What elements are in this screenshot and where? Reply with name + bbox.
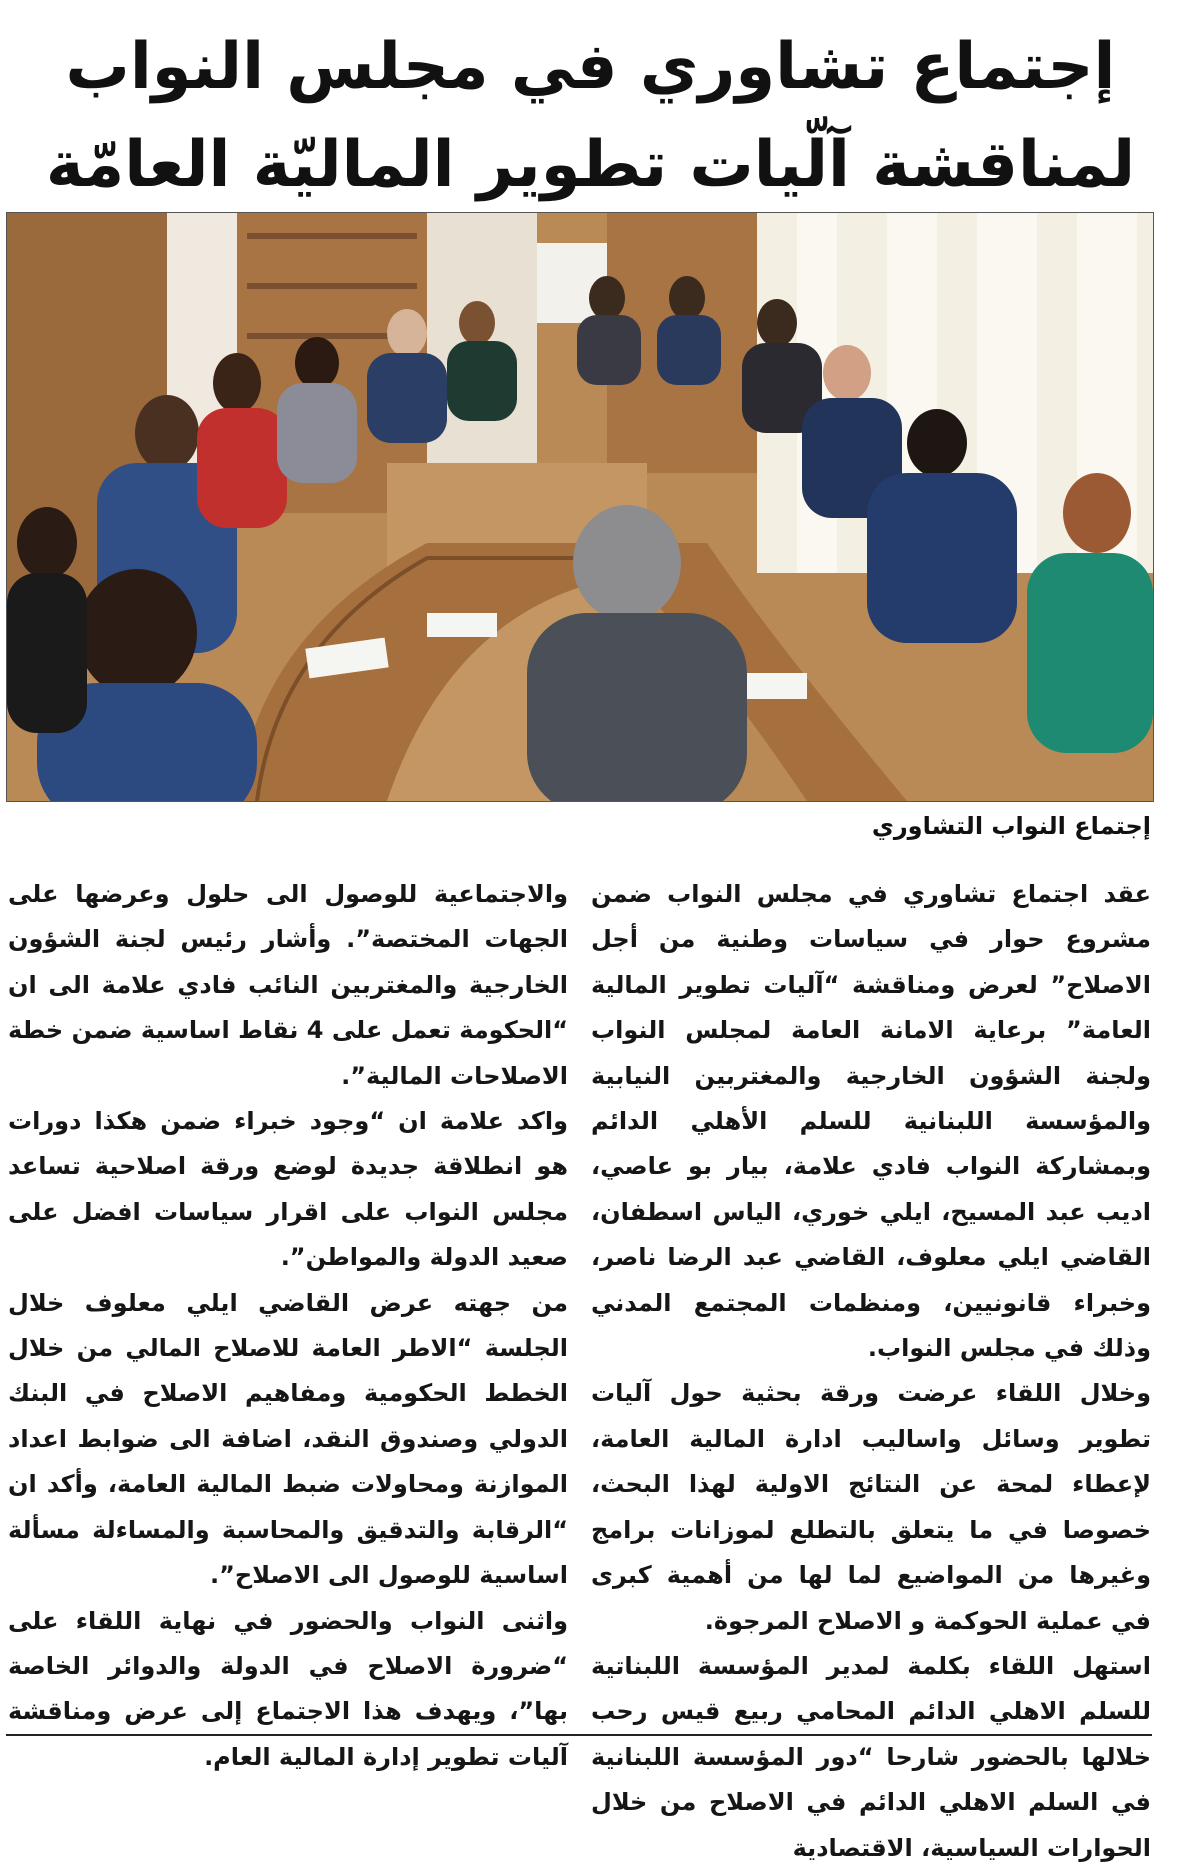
article-paragraph: عقد اجتماع تشاوري في مجلس النواب ضمن مشروع حوار في سياسات وطنية من أجل الاصلاح” لعرض ومناقشة “آليات تطوير المالية العامة” برعاية الامانة العامة لمجلس النواب ولجنة الشؤون الخارجية والمغتربين النيابية والمؤسسة اللبنانية للسلم الأهلي الدائم وبمشاركة النواب فادي علامة، بيار بو عاصي، اديب عبد المسيح، ايلي خوري، الياس اسطفان، القاضي ايلي معلوف، القاضي عبد الرضا ناصر، وخبراء قانونيين، ومنظمات المجتمع المدني وذلك في مجلس النواب. — [591, 880, 1151, 1363]
article-paragraph: واكد علامة ان “وجود خبراء ضمن هكذا دورات هو انطلاقة جديدة لوضع ورقة اصلاحية تساعد مجلس النواب على اقرار سياسات افضل على صعيد الدولة والمواطن”. — [8, 1107, 568, 1272]
meeting-photo-illustration — [7, 213, 1153, 801]
meeting-photo — [6, 212, 1154, 802]
bottom-divider — [6, 1734, 1152, 1736]
photo-caption: إجتماع النواب التشاوري — [871, 812, 1151, 840]
article-column-right — [591, 872, 1151, 1871]
article-column-left — [8, 872, 568, 1780]
article-paragraph: والاجتماعية للوصول الى حلول وعرضها على الجهات المختصة”. وأشار رئيس لجنة الشؤون الخارجية والمغتربين النائب فادي علامة الى ان “الحكومة تعمل على 4 نقاط اساسية ضمن خطة الاصلاحات المالية”. — [8, 880, 568, 1090]
headline-line-2: لمناقشة آلّيات تطوير الماليّة العامّة — [45, 128, 1136, 202]
article-paragraph: استهل اللقاء بكلمة لمدير المؤسسة اللبناتية للسلم الاهلي الدائم المحامي ربيع قيس رحب خلالها بالحضور شارحا “دور المؤسسة اللبنانية في السلم الاهلي الدائم في الاصلاح من خلال الحوارات السياسية، الاقتصادية — [591, 1651, 1151, 1862]
article-paragraph: واثنى النواب والحضور في نهاية اللقاء على “ضرورة الاصلاح في الدولة والدوائر الخاصة بها”، ويهدف هذا الاجتماع إلى عرض ومناقشة آليات تطوير إدارة المالية العام. — [8, 1606, 568, 1771]
headline-line-1: إجتماع تشاوري في مجلس النواب — [65, 30, 1116, 104]
article-paragraph: وخلال اللقاء عرضت ورقة بحثية حول آليات تطوير وسائل واساليب ادارة المالية العامة، لإعطاء لمحة عن النتائج الاولية لهذا البحث، خصوصا في ما يتعلق بالتطلع لموزانات برامج وغيرها من المواضيع لما لها من أهمية كبرى في عملية الحوكمة و الاصلاح المرجوة. — [591, 1379, 1151, 1635]
headline — [20, 18, 1161, 214]
article-paragraph: من جهته عرض القاضي ايلي معلوف خلال الجلسة “الاطر العامة للاصلاح المالي من خلال الخطط الحكومية ومفاهيم الاصلاح في البنك الدولي وصندوق النقد، اضافة الى ضوابط اعداد الموازنة ومحاولات ضبط المالية العامة، وأكد ان “الرقابة والتدقيق والمحاسبة والمساءلة مسألة اساسية للوصول الى الاصلاح”. — [8, 1288, 568, 1590]
